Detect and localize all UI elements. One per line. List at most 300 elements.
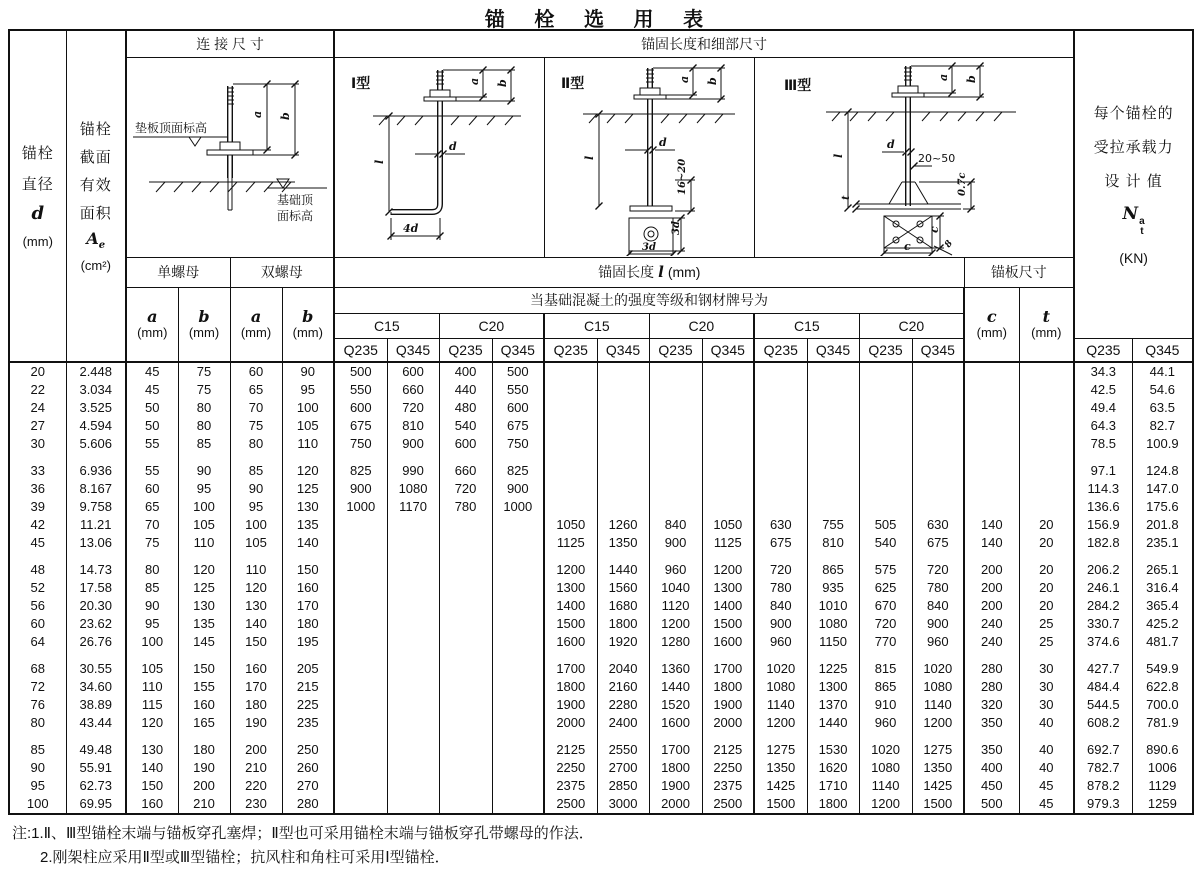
table-cell [964,417,1019,435]
header-a2: a (mm) [230,287,282,362]
table-cell: 50 [126,399,178,417]
table-cell [859,453,912,462]
table-row [9,678,1193,696]
header-double-nut: 双螺母 [230,257,334,287]
table-cell [807,381,859,399]
table-cell [66,651,126,660]
table-cell: 22 [9,381,66,399]
table-row [9,633,1193,651]
table-cell [1019,651,1074,660]
table-cell [492,633,544,651]
table-cell [334,741,387,759]
table-cell: 1259 [1132,795,1193,814]
table-cell [387,678,439,696]
table-cell: 215 [282,678,334,696]
table-cell [754,480,807,498]
table-cell: 40 [1019,759,1074,777]
table-cell [859,417,912,435]
table-cell: 1080 [859,759,912,777]
page-title: 锚 栓 选 用 表 [484,9,716,31]
table-row [9,561,1193,579]
table-cell [1074,651,1132,660]
table-cell [964,732,1019,741]
table-cell: 2700 [597,759,649,777]
header-steel-grade: Q235 [334,338,387,362]
table-row [9,480,1193,498]
table-row [9,462,1193,480]
table-cell: 200 [964,561,1019,579]
table-cell [439,552,492,561]
table-cell: 180 [178,741,230,759]
table-cell [964,462,1019,480]
header-steel-grade: Q345 [597,338,649,362]
table-cell [754,381,807,399]
table-cell [387,561,439,579]
table-cell: 1200 [649,615,702,633]
table-cell [492,615,544,633]
table-cell: 675 [334,417,387,435]
table-cell [754,399,807,417]
table-cell: 675 [492,417,544,435]
table-cell: 1300 [807,678,859,696]
table-cell [126,651,178,660]
table-cell [964,480,1019,498]
header-bolt-diameter: 锚栓 直径 d (mm) [9,30,66,362]
table-cell [859,462,912,480]
table-row [9,696,1193,714]
table-cell: 365.4 [1132,597,1193,615]
table-cell [387,516,439,534]
table-cell: 30 [9,435,66,453]
table-cell [178,651,230,660]
table-cell [702,417,754,435]
table-cell [9,732,66,741]
type3-diagram-svg [756,58,1072,256]
table-cell: 4.594 [66,417,126,435]
table-cell: 2125 [702,741,754,759]
table-cell [1019,732,1074,741]
table-cell: 960 [649,561,702,579]
table-cell [334,777,387,795]
dim-t-label: t [840,195,852,200]
table-cell: 600 [387,362,439,381]
table-cell: 284.2 [1074,597,1132,615]
table-cell [859,362,912,381]
table-cell [178,732,230,741]
table-cell [178,552,230,561]
table-cell: 1620 [807,759,859,777]
table-cell [439,651,492,660]
table-cell: 20 [1019,579,1074,597]
table-cell: 65 [230,381,282,399]
table-cell [597,732,649,741]
table-cell [439,534,492,552]
table-cell [544,362,597,381]
table-cell [649,552,702,561]
table-cell: 230 [230,795,282,814]
table-cell: 1800 [649,759,702,777]
table-cell [387,651,439,660]
table-cell: 575 [859,561,912,579]
table-cell [387,795,439,814]
table-cell [66,453,126,462]
dim-a-label: a [678,75,692,83]
table-cell: 200 [964,579,1019,597]
table-cell: 280 [964,660,1019,678]
table-cell [387,633,439,651]
table-cell [439,660,492,678]
type1-diagram [334,57,544,257]
table-cell [964,362,1019,381]
table-cell: 95 [126,615,178,633]
table-cell: 1350 [912,759,964,777]
table-cell: 865 [859,678,912,696]
table-cell [807,552,859,561]
table-cell: 75 [178,362,230,381]
type1-diagram-svg [335,58,543,256]
table-cell: 70 [230,399,282,417]
dim-l-label: l [831,153,845,158]
table-cell: 1500 [702,615,754,633]
table-cell: 1275 [912,741,964,759]
table-cell [754,435,807,453]
table-cell: 1225 [807,660,859,678]
table-cell [492,552,544,561]
table-cell: 900 [649,534,702,552]
table-cell [859,498,912,516]
table-cell [334,633,387,651]
table-cell: 1200 [702,561,754,579]
dim-plate-height-label: 3d [671,221,683,235]
table-cell: 540 [439,417,492,435]
table-cell: 692.7 [1074,741,1132,759]
table-cell: 114.3 [1074,480,1132,498]
table-cell: 1370 [807,696,859,714]
table-cell: 900 [334,480,387,498]
table-cell: 60 [9,615,66,633]
table-row [9,615,1193,633]
table-cell [597,552,649,561]
table-cell: 1140 [754,696,807,714]
dim-gap-label: 20~50 [917,152,956,165]
table-row [9,579,1193,597]
table-cell: 195 [282,633,334,651]
table-cell: 900 [754,615,807,633]
table-cell [1132,732,1193,741]
table-cell: 1140 [859,777,912,795]
table-cell: 350 [964,714,1019,732]
table-cell: 120 [282,462,334,480]
header-single-nut: 单螺母 [126,257,230,287]
table-cell: 840 [649,516,702,534]
header-concrete-grade: C20 [649,313,754,338]
table-cell [334,516,387,534]
table-cell [439,597,492,615]
table-cell [334,660,387,678]
table-cell [807,651,859,660]
table-cell: 175.6 [1132,498,1193,516]
table-cell [230,453,282,462]
table-cell: 75 [230,417,282,435]
table-cell [807,399,859,417]
table-cell [230,651,282,660]
table-cell [807,462,859,480]
table-cell [912,732,964,741]
dim-c-height-label: c [927,226,941,233]
table-cell [597,362,649,381]
dim-a-label: a [468,77,482,85]
header-plate-size: 锚板尺寸 [964,257,1074,287]
table-cell: 36 [9,480,66,498]
table-cell: 900 [387,435,439,453]
table-cell [9,651,66,660]
table-row [9,435,1193,453]
table-cell [492,651,544,660]
table-cell: 2500 [702,795,754,814]
table-cell [649,362,702,381]
table-cell: 63.5 [1132,399,1193,417]
table-cell [649,732,702,741]
table-cell: 630 [912,516,964,534]
table-cell: 1710 [807,777,859,795]
table-cell: 82.7 [1132,417,1193,435]
table-cell [282,453,334,462]
table-cell: 840 [912,597,964,615]
table-cell: 1350 [597,534,649,552]
table-cell [649,453,702,462]
table-cell: 960 [859,714,912,732]
table-cell [334,714,387,732]
table-cell [912,399,964,417]
table-cell [649,480,702,498]
dim-cone-label: 0.7c [956,172,968,196]
table-cell: 130 [126,741,178,759]
table-cell [597,651,649,660]
table-cell: 505 [859,516,912,534]
table-cell [702,480,754,498]
table-row [9,399,1193,417]
table-cell: 1425 [912,777,964,795]
table-cell: 45 [1019,795,1074,814]
table-cell [387,714,439,732]
table-cell: 1000 [492,498,544,516]
table-cell: 100 [230,516,282,534]
table-cell [1019,453,1074,462]
table-cell: 280 [964,678,1019,696]
table-cell [387,552,439,561]
table-cell: 80 [178,399,230,417]
table-cell [859,399,912,417]
table-cell: 660 [439,462,492,480]
table-cell: 50 [126,417,178,435]
header-steel-grade: Q345 [387,338,439,362]
header-steel-grade: Q345 [807,338,859,362]
table-cell: 80 [9,714,66,732]
table-cell: 549.9 [1132,660,1193,678]
table-cell [387,741,439,759]
table-cell [544,651,597,660]
table-cell [439,678,492,696]
table-cell: 95 [9,777,66,795]
table-cell [807,480,859,498]
table-cell: 62.73 [66,777,126,795]
table-cell: 33 [9,462,66,480]
table-cell [859,732,912,741]
table-cell: 85 [9,741,66,759]
table-cell [439,633,492,651]
table-cell [754,462,807,480]
table-cell: 64 [9,633,66,651]
table-cell: 135 [282,516,334,534]
table-cell [439,795,492,814]
table-cell: 70 [126,516,178,534]
table-cell: 100.9 [1132,435,1193,453]
table-cell: 1020 [859,741,912,759]
table-cell [912,453,964,462]
table-cell: 105 [282,417,334,435]
table-cell [492,732,544,741]
table-cell: 42.5 [1074,381,1132,399]
table-cell: 720 [912,561,964,579]
table-cell: 200 [964,597,1019,615]
dim-l-label: l [373,159,387,164]
table-cell [912,462,964,480]
table-cell: 60 [126,480,178,498]
table-cell [387,660,439,678]
table-row [9,597,1193,615]
table-cell: 1200 [859,795,912,814]
table-row [9,362,1193,381]
table-cell: 100 [126,633,178,651]
header-steel-grade: Q235 [754,338,807,362]
table-cell [334,552,387,561]
table-cell: 156.9 [1074,516,1132,534]
table-cell: 200 [178,777,230,795]
table-cell: 65 [126,498,178,516]
table-cell: 1440 [597,561,649,579]
group-gap [9,651,1193,660]
table-cell [492,696,544,714]
table-cell: 150 [178,660,230,678]
table-cell: 330.7 [1074,615,1132,633]
table-cell: 500 [964,795,1019,814]
table-cell [1019,552,1074,561]
table-cell: 160 [230,660,282,678]
table-cell: 481.7 [1132,633,1193,651]
table-cell: 1900 [649,777,702,795]
table-cell: 30 [1019,678,1074,696]
table-cell [544,732,597,741]
table-cell: 1125 [702,534,754,552]
table-cell [282,732,334,741]
table-cell: 69.95 [66,795,126,814]
type1-label: Ⅰ型 [351,76,371,92]
table-cell: 1530 [807,741,859,759]
table-cell [597,417,649,435]
table-cell: 182.8 [1074,534,1132,552]
table-cell [492,453,544,462]
table-cell [387,453,439,462]
table-cell: 600 [492,399,544,417]
table-cell: 815 [859,660,912,678]
table-cell: 20 [1019,534,1074,552]
table-row [9,381,1193,399]
table-cell: 105 [126,660,178,678]
table-cell [649,417,702,435]
table-cell [334,795,387,814]
table-cell: 42 [9,516,66,534]
table-cell: 40 [1019,714,1074,732]
table-cell: 900 [492,480,544,498]
table-cell [964,498,1019,516]
table-row [9,498,1193,516]
table-cell: 480 [439,399,492,417]
table-cell: 95 [178,480,230,498]
table-cell: 935 [807,579,859,597]
table-cell [859,381,912,399]
table-cell [492,678,544,696]
table-row [9,660,1193,678]
table-cell: 30.55 [66,660,126,678]
table-cell [964,453,1019,462]
table-cell: 900 [912,615,964,633]
table-cell: 52 [9,579,66,597]
table-cell [649,435,702,453]
table-cell [754,651,807,660]
table-cell [649,462,702,480]
table-cell: 1900 [544,696,597,714]
table-cell: 500 [334,362,387,381]
table-cell: 1010 [807,597,859,615]
table-cell: 20 [1019,597,1074,615]
table-cell [544,399,597,417]
table-cell [544,381,597,399]
table-cell [754,362,807,381]
table-cell: 55 [126,462,178,480]
table-row [9,777,1193,795]
table-cell [439,732,492,741]
table-cell [597,462,649,480]
table-cell: 670 [859,597,912,615]
table-cell: 105 [230,534,282,552]
table-cell: 1040 [649,579,702,597]
header-a1: a (mm) [126,287,178,362]
table-cell: 220 [230,777,282,795]
table-cell: 675 [754,534,807,552]
table-cell [439,516,492,534]
table-cell [439,741,492,759]
table-cell: 54.6 [1132,381,1193,399]
table-cell [66,552,126,561]
table-cell [439,759,492,777]
table-cell [859,480,912,498]
table-cell: 1125 [544,534,597,552]
table-cell: 782.7 [1074,759,1132,777]
table-cell [334,561,387,579]
header-connection-dims: 连 接 尺 寸 [126,30,334,57]
table-cell [702,399,754,417]
table-cell: 95 [282,381,334,399]
table-cell: 30 [1019,660,1074,678]
table-cell: 700.0 [1132,696,1193,714]
table-cell: 1129 [1132,777,1193,795]
table-cell [649,399,702,417]
group-gap [9,453,1193,462]
table-cell [230,732,282,741]
header-steel-grade: Q235 [859,338,912,362]
table-cell: 350 [964,741,1019,759]
table-cell: 170 [282,597,334,615]
